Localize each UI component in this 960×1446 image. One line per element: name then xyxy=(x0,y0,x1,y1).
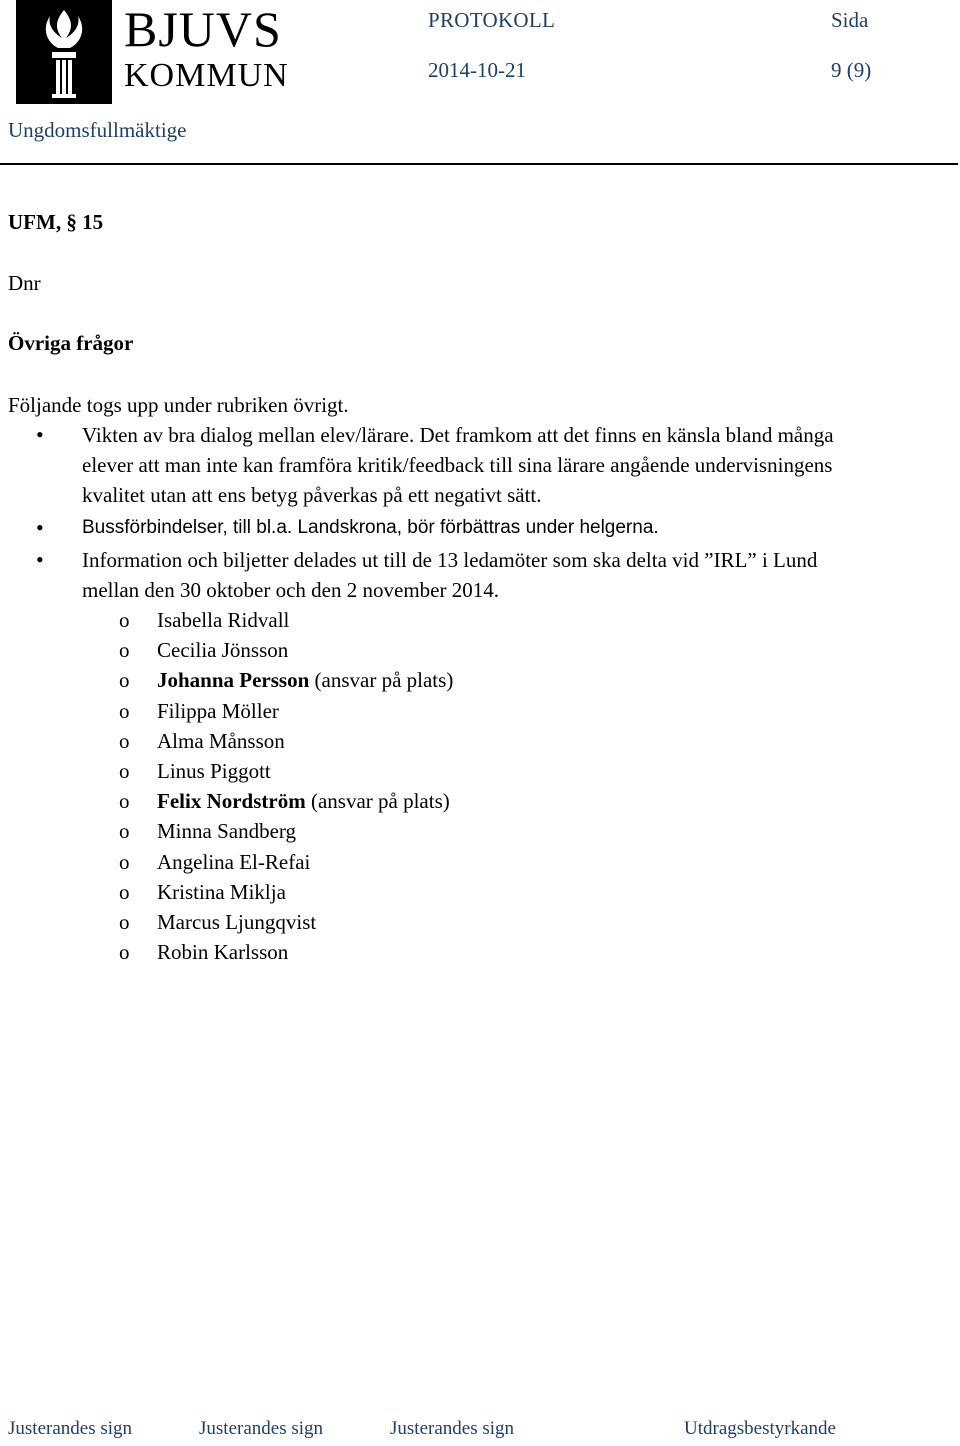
attendee-name: Isabella Ridvall xyxy=(157,608,290,632)
attendee-name: Robin Karlsson xyxy=(157,940,289,964)
attendee-role-note: (ansvar på plats) xyxy=(305,789,450,813)
municipality-logo xyxy=(16,0,289,104)
bullet-marker: • xyxy=(36,547,44,572)
sub-bullet-marker: o xyxy=(119,850,130,874)
sub-bullet-marker: o xyxy=(119,759,130,783)
attendee-item xyxy=(157,726,285,756)
sub-bullet-marker: o xyxy=(119,819,130,843)
attendee-name: Angelina El-Refai xyxy=(157,850,311,874)
attendee-name: Johanna Persson xyxy=(157,668,310,692)
attendee-name: Minna Sandberg xyxy=(157,819,297,843)
sub-bullet-marker: o xyxy=(119,880,130,904)
attendee-item xyxy=(157,937,288,967)
bullet-1-line-2: elever att man inte kan framföra kritik/feedback till sina lärare angående undervisningens xyxy=(82,453,833,477)
bullet-3-line-2: mellan den 30 oktober och den 2 november 2014. xyxy=(82,578,499,602)
bullet-2-text: Bussförbindelser, till bl.a. Landskrona, bör förbättras under helgerna. xyxy=(82,517,659,538)
footer-signature-3: Justerandes sign xyxy=(390,1418,515,1439)
intro-text: Följande togs upp under rubriken övrigt. xyxy=(8,393,349,417)
assembly-name: Ungdomsfullmäktige xyxy=(8,118,187,142)
meeting-date: 2014-10-21 xyxy=(428,58,526,82)
sub-bullet-marker: o xyxy=(119,668,130,692)
footer-extract-certification: Utdragsbestyrkande xyxy=(684,1418,836,1439)
paragraph-reference: UFM, § 15 xyxy=(8,210,104,234)
attendee-item xyxy=(157,696,279,726)
attendee-role-note: (ansvar på plats) xyxy=(309,668,454,692)
attendee-item xyxy=(157,665,453,695)
sub-bullet-marker: o xyxy=(119,608,130,632)
bullet-3-line-1: Information och biljetter delades ut till de 13 ledamöter som ska delta vid ”IRL” i Lund xyxy=(82,548,818,572)
bullet-marker: • xyxy=(36,515,44,540)
attendee-name: Filippa Möller xyxy=(157,699,279,723)
attendee-name: Marcus Ljungqvist xyxy=(157,910,317,934)
footer-signature-1: Justerandes sign xyxy=(8,1418,133,1439)
sub-bullet-marker: o xyxy=(119,638,130,662)
header-divider xyxy=(0,163,958,165)
section-title: Övriga frågor xyxy=(8,331,134,355)
attendee-item xyxy=(157,907,316,937)
attendee-item xyxy=(157,847,310,877)
attendee-item xyxy=(157,877,286,907)
attendee-name: Felix Nordström xyxy=(157,789,306,813)
logo-text-bjuvs: BJUVS xyxy=(124,1,282,57)
sub-bullet-marker: o xyxy=(119,910,130,934)
torch-emblem-icon xyxy=(16,0,112,104)
bullet-1-line-1: Vikten av bra dialog mellan elev/lärare. Det framkom att det finns en känsla bland många xyxy=(82,423,834,447)
logo-text-kommun: KOMMUN xyxy=(124,57,289,94)
page-label: Sida xyxy=(831,8,869,32)
document-type: PROTOKOLL xyxy=(428,8,556,32)
sub-bullet-marker: o xyxy=(119,789,130,813)
attendee-name: Alma Månsson xyxy=(157,729,285,753)
attendee-item xyxy=(157,816,296,846)
sub-bullet-marker: o xyxy=(119,729,130,753)
attendee-name: Kristina Miklja xyxy=(157,880,286,904)
attendee-item xyxy=(157,605,289,635)
footer-signature-2: Justerandes sign xyxy=(199,1418,324,1439)
attendee-item xyxy=(157,786,450,816)
attendee-item xyxy=(157,756,271,786)
dnr-label: Dnr xyxy=(8,271,41,295)
sub-bullet-marker: o xyxy=(119,699,130,723)
attendee-name: Cecilia Jönsson xyxy=(157,638,289,662)
attendee-name: Linus Piggott xyxy=(157,759,271,783)
page-number: 9 (9) xyxy=(831,58,872,82)
attendee-item xyxy=(157,635,288,665)
bullet-marker: • xyxy=(36,422,44,447)
sub-bullet-marker: o xyxy=(119,940,130,964)
bullet-1-line-3: kvalitet utan att ens betyg påverkas på ett negativt sätt. xyxy=(82,483,542,507)
